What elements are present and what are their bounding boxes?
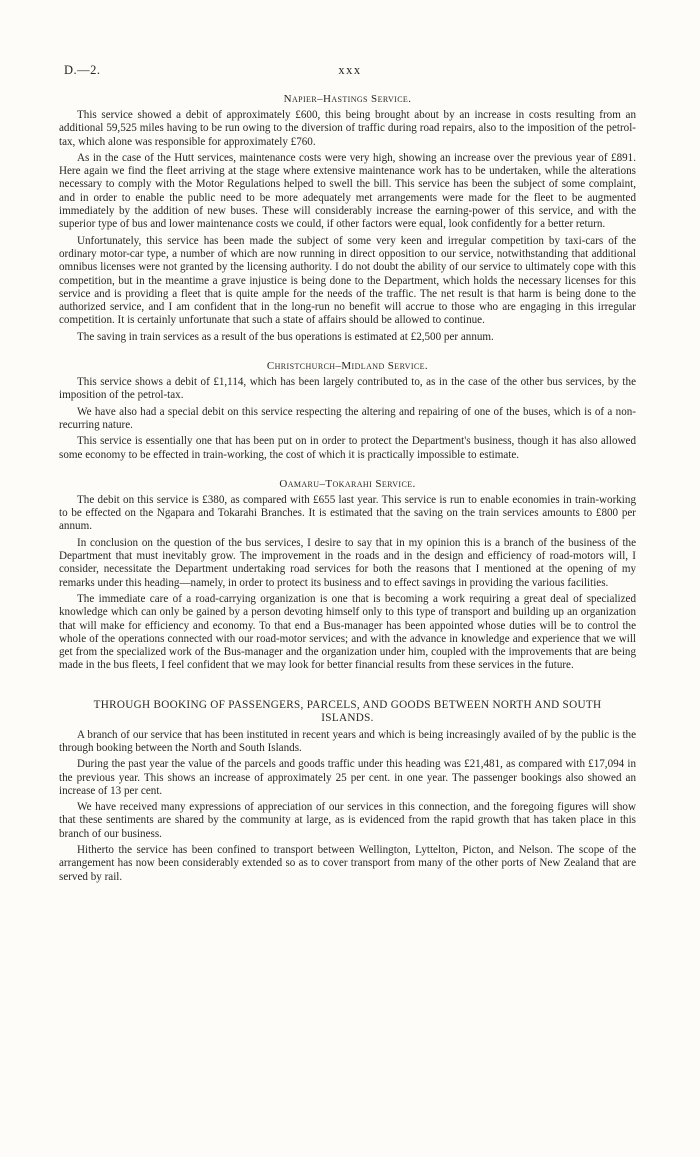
paragraph: A branch of our service that has been instituted in recent years and which is being increasingly availed of by the public is the through booking between the North and South Islands. [59, 728, 636, 754]
paragraph: This service shows a debit of £1,114, which has been largely contributed to, as in the case of the other bus services, by the imposition of the petrol-tax. [59, 376, 636, 402]
paragraph: We have also had a special debit on this service respecting the altering and repairing of one of the buses, which is of a non-recurring nature. [59, 405, 636, 431]
paragraph: Unfortunately, this service has been made the subject of some very keen and irregular competition by taxi-cars of the ordinary motor-car type, a number of which are now running in direct opposition to our service, notwithstanding that additional omnibus licenses were not granted by the licensing authority. I do not doubt the ability of our service to ultimately cope with this competition, but in the meantime a grave injustice is being done to the Department, which holds the necessary licenses for this service and is providing a fleet that is quite ample for the needs of the traffic. The net result is that harm is being done to the authorized service, and I am confident that in the long-run no benefit will accrue to those who are engaging in this irregular competition. It is certainly unfortunate that such a state of affairs should be allowed to continue. [59, 234, 636, 327]
paragraph: The immediate care of a road-carrying organization is one that is becoming a work requiring a great deal of specialized knowledge which can only be gained by a person devoting himself only to this type of transport and building up an organization that will make for efficiency and economy. To that end a Bus-manager has been appointed whose duties will be to control the whole of the operations connected with our road-motor services; and with the advance in knowledge and experience that we will get from the specialized work of the Bus-manager and the organization under him, coupled with the improvements that are being made in the bus fleets, I feel confident that we may look for better financial results from these services in the future. [59, 592, 636, 672]
document-reference: D.—2. [64, 63, 101, 77]
paragraph: In conclusion on the question of the bus services, I desire to say that in my opinion this is a branch of the business of the Department that must inevitably grow. The improvement in the roads and in the design and efficiency of road-motors will, I consider, necessitate the Department undertaking road services for both the reasons that I mentioned at the opening of my remarks under this heading—namely, in order to protect its business and to effect savings in providing the various facilities. [59, 536, 636, 589]
section-heading-oamaru-tokarahi: Oamaru–Tokarahi Service. [279, 477, 416, 490]
paragraph: Hitherto the service has been confined to transport between Wellington, Lyttelton, Picton, and Nelson. The scope of the arrangement has now been considerably extended so as to cover transport from many of the other ports of New Zealand that are served by rail. [59, 844, 636, 883]
paragraph: We have received many expressions of appreciation of our services in this connection, and the foregoing figures will show that these sentiments are shared by the community at large, as is evidenced from the rapid growth that has taken place in this branch of our business. [59, 801, 636, 840]
paragraph: This service showed a debit of approximately £600, this being brought about by an increase in costs resulting from an additional 59,525 miles having to be run owing to the diversion of traffic during road repairs, also to the imposition of the petrol-tax, which alone was responsible for approximately £760. [59, 109, 636, 148]
document-body [59, 93, 636, 887]
section-heading-christchurch-midland: Christchurch–Midland Service. [266, 360, 429, 373]
section-heading-napier-hastings: Napier–Hastings Service. [283, 93, 412, 105]
paragraph: The debit on this service is £380, as compared with £655 last year. This service is run to enable economies in train-working to be effected on the Ngapara and Tokarahi Branches. It is estimated that the saving on the train services amounts to £800 per annum. [59, 493, 636, 533]
paragraph: As in the case of the Hutt services, maintenance costs were very high, showing an increase over the previous year of £891. Here again we find the fleet arriving at the stage where extensive maintenance work has to be undertaken, while the alterations necessary to comply with the Motor Regulations helped to swell the bill. This service has been the subject of some complaint, and in order to enable the public need to be more adequately met arrangements were made for the fleet to be augmented immediately by the addition of new buses. These will considerably increase the earning-power of this service, and with the superior type of bus and lower maintenance costs we could, if other factors were equal, look confidently for a better return. [59, 151, 636, 231]
paragraph: During the past year the value of the parcels and goods traffic under this heading was £21,481, as compared with £17,094 in the previous year. This shows an increase of approximately 25 per cent. in one year. The passenger bookings also showed an increase of 13 per cent. [59, 758, 636, 797]
page-number: xxx [338, 63, 362, 77]
major-heading-through-booking: THROUGH BOOKING OF PASSENGERS, PARCELS, AND GOODS BETWEEN NORTH AND SOUTH ISLANDS. [93, 698, 602, 724]
paragraph: The saving in train services as a result of the bus operations is estimated at £2,500 per annum. [77, 330, 494, 343]
paragraph: This service is essentially one that has been put on in order to protect the Department's business, though it has also allowed some economy to be effected in train-working, the cost of which it is practically impossible to estimate. [59, 435, 636, 461]
running-head [64, 63, 636, 79]
